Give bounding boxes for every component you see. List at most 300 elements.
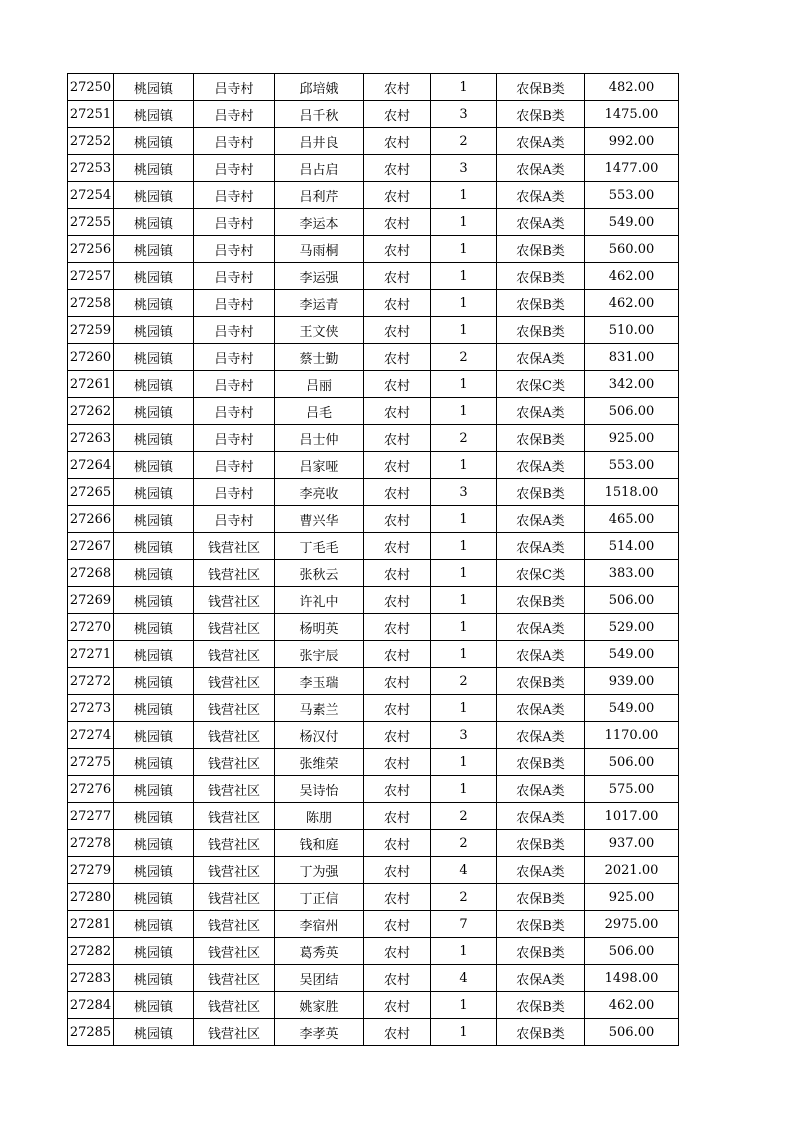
household-type-cell: 农村 <box>364 155 431 182</box>
table-row <box>68 398 679 425</box>
amount-cell: 342.00 <box>585 371 679 398</box>
record-id-cell: 27271 <box>68 641 114 668</box>
person-name-cell: 吴团结 <box>275 965 364 992</box>
record-id-cell: 27270 <box>68 614 114 641</box>
insurance-category-cell: 农保A类 <box>497 398 585 425</box>
town-cell: 桃园镇 <box>114 74 194 101</box>
person-name-cell: 杨明英 <box>275 614 364 641</box>
town-cell: 桃园镇 <box>114 209 194 236</box>
town-cell: 桃园镇 <box>114 776 194 803</box>
village-cell: 吕寺村 <box>194 317 275 344</box>
household-type-cell: 农村 <box>364 101 431 128</box>
amount-cell: 925.00 <box>585 425 679 452</box>
insurance-category-cell: 农保A类 <box>497 452 585 479</box>
household-type-cell: 农村 <box>364 209 431 236</box>
table-row <box>68 830 679 857</box>
insurance-category-cell: 农保B类 <box>497 317 585 344</box>
amount-cell: 529.00 <box>585 614 679 641</box>
village-cell: 钱营社区 <box>194 533 275 560</box>
person-name-cell: 杨汉付 <box>275 722 364 749</box>
village-cell: 吕寺村 <box>194 479 275 506</box>
insurance-category-cell: 农保A类 <box>497 533 585 560</box>
amount-cell: 2021.00 <box>585 857 679 884</box>
person-name-cell: 张维荣 <box>275 749 364 776</box>
household-type-cell: 农村 <box>364 236 431 263</box>
table-body <box>68 74 679 1046</box>
village-cell: 吕寺村 <box>194 344 275 371</box>
record-id-cell: 27257 <box>68 263 114 290</box>
insurance-category-cell: 农保B类 <box>497 290 585 317</box>
insurance-category-cell: 农保A类 <box>497 344 585 371</box>
insurance-category-cell: 农保A类 <box>497 182 585 209</box>
household-type-cell: 农村 <box>364 425 431 452</box>
town-cell: 桃园镇 <box>114 560 194 587</box>
village-cell: 钱营社区 <box>194 830 275 857</box>
record-id-cell: 27265 <box>68 479 114 506</box>
amount-cell: 1498.00 <box>585 965 679 992</box>
insurance-category-cell: 农保C类 <box>497 560 585 587</box>
village-cell: 钱营社区 <box>194 560 275 587</box>
amount-cell: 831.00 <box>585 344 679 371</box>
member-count-cell: 1 <box>431 992 497 1019</box>
town-cell: 桃园镇 <box>114 182 194 209</box>
table-row <box>68 479 679 506</box>
household-type-cell: 农村 <box>364 803 431 830</box>
village-cell: 钱营社区 <box>194 776 275 803</box>
table-row <box>68 236 679 263</box>
record-id-cell: 27272 <box>68 668 114 695</box>
table-row <box>68 938 679 965</box>
insurance-category-cell: 农保B类 <box>497 668 585 695</box>
insurance-category-cell: 农保A类 <box>497 776 585 803</box>
town-cell: 桃园镇 <box>114 749 194 776</box>
table-row <box>68 776 679 803</box>
table-row <box>68 857 679 884</box>
record-id-cell: 27255 <box>68 209 114 236</box>
household-type-cell: 农村 <box>364 884 431 911</box>
town-cell: 桃园镇 <box>114 101 194 128</box>
town-cell: 桃园镇 <box>114 344 194 371</box>
record-id-cell: 27264 <box>68 452 114 479</box>
village-cell: 吕寺村 <box>194 398 275 425</box>
town-cell: 桃园镇 <box>114 533 194 560</box>
town-cell: 桃园镇 <box>114 614 194 641</box>
village-cell: 吕寺村 <box>194 290 275 317</box>
amount-cell: 506.00 <box>585 398 679 425</box>
record-id-cell: 27266 <box>68 506 114 533</box>
village-cell: 钱营社区 <box>194 857 275 884</box>
person-name-cell: 王文侠 <box>275 317 364 344</box>
town-cell: 桃园镇 <box>114 479 194 506</box>
town-cell: 桃园镇 <box>114 938 194 965</box>
insurance-category-cell: 农保B类 <box>497 74 585 101</box>
village-cell: 吕寺村 <box>194 155 275 182</box>
amount-cell: 1475.00 <box>585 101 679 128</box>
record-id-cell: 27267 <box>68 533 114 560</box>
household-type-cell: 农村 <box>364 1019 431 1046</box>
person-name-cell: 吕利芹 <box>275 182 364 209</box>
person-name-cell: 吕井良 <box>275 128 364 155</box>
insurance-category-cell: 农保B类 <box>497 263 585 290</box>
member-count-cell: 1 <box>431 236 497 263</box>
person-name-cell: 钱和庭 <box>275 830 364 857</box>
insurance-category-cell: 农保A类 <box>497 128 585 155</box>
person-name-cell: 丁正信 <box>275 884 364 911</box>
town-cell: 桃园镇 <box>114 236 194 263</box>
member-count-cell: 3 <box>431 101 497 128</box>
insurance-category-cell: 农保A类 <box>497 209 585 236</box>
amount-cell: 553.00 <box>585 452 679 479</box>
amount-cell: 560.00 <box>585 236 679 263</box>
table-row <box>68 425 679 452</box>
village-cell: 钱营社区 <box>194 722 275 749</box>
record-id-cell: 27250 <box>68 74 114 101</box>
insurance-category-cell: 农保B类 <box>497 938 585 965</box>
insurance-category-cell: 农保B类 <box>497 101 585 128</box>
amount-cell: 510.00 <box>585 317 679 344</box>
household-type-cell: 农村 <box>364 776 431 803</box>
member-count-cell: 4 <box>431 965 497 992</box>
household-type-cell: 农村 <box>364 857 431 884</box>
household-type-cell: 农村 <box>364 749 431 776</box>
record-id-cell: 27258 <box>68 290 114 317</box>
table-row <box>68 614 679 641</box>
amount-cell: 1477.00 <box>585 155 679 182</box>
table-row <box>68 884 679 911</box>
amount-cell: 549.00 <box>585 695 679 722</box>
town-cell: 桃园镇 <box>114 695 194 722</box>
member-count-cell: 2 <box>431 128 497 155</box>
table-row <box>68 722 679 749</box>
amount-cell: 465.00 <box>585 506 679 533</box>
town-cell: 桃园镇 <box>114 965 194 992</box>
record-id-cell: 27273 <box>68 695 114 722</box>
town-cell: 桃园镇 <box>114 722 194 749</box>
record-id-cell: 27281 <box>68 911 114 938</box>
person-name-cell: 吴诗怡 <box>275 776 364 803</box>
amount-cell: 1017.00 <box>585 803 679 830</box>
table-row <box>68 965 679 992</box>
household-type-cell: 农村 <box>364 452 431 479</box>
amount-cell: 462.00 <box>585 290 679 317</box>
member-count-cell: 2 <box>431 425 497 452</box>
member-count-cell: 1 <box>431 695 497 722</box>
record-id-cell: 27261 <box>68 371 114 398</box>
insurance-category-cell: 农保B类 <box>497 236 585 263</box>
member-count-cell: 3 <box>431 155 497 182</box>
household-type-cell: 农村 <box>364 182 431 209</box>
table-row <box>68 803 679 830</box>
town-cell: 桃园镇 <box>114 992 194 1019</box>
amount-cell: 549.00 <box>585 641 679 668</box>
town-cell: 桃园镇 <box>114 263 194 290</box>
town-cell: 桃园镇 <box>114 371 194 398</box>
village-cell: 钱营社区 <box>194 668 275 695</box>
person-name-cell: 姚家胜 <box>275 992 364 1019</box>
village-cell: 钱营社区 <box>194 965 275 992</box>
table-row <box>68 668 679 695</box>
village-cell: 钱营社区 <box>194 803 275 830</box>
member-count-cell: 1 <box>431 398 497 425</box>
village-cell: 钱营社区 <box>194 587 275 614</box>
record-id-cell: 27256 <box>68 236 114 263</box>
record-id-cell: 27284 <box>68 992 114 1019</box>
member-count-cell: 1 <box>431 506 497 533</box>
member-count-cell: 1 <box>431 209 497 236</box>
member-count-cell: 1 <box>431 290 497 317</box>
person-name-cell: 许礼中 <box>275 587 364 614</box>
amount-cell: 506.00 <box>585 749 679 776</box>
insurance-category-cell: 农保B类 <box>497 911 585 938</box>
household-type-cell: 农村 <box>364 533 431 560</box>
person-name-cell: 丁为强 <box>275 857 364 884</box>
table-row <box>68 101 679 128</box>
member-count-cell: 4 <box>431 857 497 884</box>
table-row <box>68 641 679 668</box>
record-id-cell: 27280 <box>68 884 114 911</box>
amount-cell: 506.00 <box>585 938 679 965</box>
household-type-cell: 农村 <box>364 317 431 344</box>
record-id-cell: 27253 <box>68 155 114 182</box>
town-cell: 桃园镇 <box>114 452 194 479</box>
table-row <box>68 317 679 344</box>
member-count-cell: 3 <box>431 722 497 749</box>
town-cell: 桃园镇 <box>114 425 194 452</box>
insurance-category-cell: 农保A类 <box>497 614 585 641</box>
member-count-cell: 1 <box>431 614 497 641</box>
member-count-cell: 1 <box>431 560 497 587</box>
household-type-cell: 农村 <box>364 398 431 425</box>
table-row <box>68 1019 679 1046</box>
person-name-cell: 邱培娥 <box>275 74 364 101</box>
amount-cell: 1518.00 <box>585 479 679 506</box>
village-cell: 吕寺村 <box>194 506 275 533</box>
insurance-category-cell: 农保A类 <box>497 722 585 749</box>
amount-cell: 939.00 <box>585 668 679 695</box>
member-count-cell: 1 <box>431 182 497 209</box>
record-id-cell: 27277 <box>68 803 114 830</box>
household-type-cell: 农村 <box>364 830 431 857</box>
insurance-category-cell: 农保A类 <box>497 803 585 830</box>
table-row <box>68 74 679 101</box>
village-cell: 吕寺村 <box>194 182 275 209</box>
household-type-cell: 农村 <box>364 938 431 965</box>
amount-cell: 506.00 <box>585 1019 679 1046</box>
insurance-category-cell: 农保B类 <box>497 479 585 506</box>
person-name-cell: 吕千秋 <box>275 101 364 128</box>
town-cell: 桃园镇 <box>114 857 194 884</box>
household-type-cell: 农村 <box>364 641 431 668</box>
table-row <box>68 263 679 290</box>
table-row <box>68 911 679 938</box>
amount-cell: 992.00 <box>585 128 679 155</box>
record-id-cell: 27282 <box>68 938 114 965</box>
table-row <box>68 344 679 371</box>
insurance-category-cell: 农保B类 <box>497 587 585 614</box>
member-count-cell: 2 <box>431 668 497 695</box>
table-row <box>68 182 679 209</box>
town-cell: 桃园镇 <box>114 803 194 830</box>
table-row <box>68 155 679 182</box>
village-cell: 钱营社区 <box>194 992 275 1019</box>
member-count-cell: 1 <box>431 749 497 776</box>
insurance-category-cell: 农保B类 <box>497 884 585 911</box>
town-cell: 桃园镇 <box>114 1019 194 1046</box>
person-name-cell: 李玉瑞 <box>275 668 364 695</box>
insurance-category-cell: 农保A类 <box>497 965 585 992</box>
amount-cell: 506.00 <box>585 587 679 614</box>
person-name-cell: 李亮收 <box>275 479 364 506</box>
village-cell: 吕寺村 <box>194 263 275 290</box>
town-cell: 桃园镇 <box>114 398 194 425</box>
insurance-category-cell: 农保B类 <box>497 425 585 452</box>
household-type-cell: 农村 <box>364 668 431 695</box>
amount-cell: 553.00 <box>585 182 679 209</box>
village-cell: 钱营社区 <box>194 938 275 965</box>
record-id-cell: 27262 <box>68 398 114 425</box>
member-count-cell: 1 <box>431 371 497 398</box>
household-type-cell: 农村 <box>364 371 431 398</box>
table-row <box>68 533 679 560</box>
person-name-cell: 曹兴华 <box>275 506 364 533</box>
person-name-cell: 吕占启 <box>275 155 364 182</box>
member-count-cell: 1 <box>431 587 497 614</box>
person-name-cell: 李运本 <box>275 209 364 236</box>
person-name-cell: 吕毛 <box>275 398 364 425</box>
amount-cell: 2975.00 <box>585 911 679 938</box>
insurance-category-cell: 农保A类 <box>497 506 585 533</box>
record-id-cell: 27285 <box>68 1019 114 1046</box>
amount-cell: 1170.00 <box>585 722 679 749</box>
household-type-cell: 农村 <box>364 587 431 614</box>
record-id-cell: 27269 <box>68 587 114 614</box>
member-count-cell: 1 <box>431 938 497 965</box>
record-id-cell: 27251 <box>68 101 114 128</box>
insurance-category-cell: 农保B类 <box>497 830 585 857</box>
person-name-cell: 马素兰 <box>275 695 364 722</box>
record-id-cell: 27278 <box>68 830 114 857</box>
amount-cell: 482.00 <box>585 74 679 101</box>
member-count-cell: 3 <box>431 479 497 506</box>
village-cell: 吕寺村 <box>194 209 275 236</box>
person-name-cell: 马雨桐 <box>275 236 364 263</box>
member-count-cell: 2 <box>431 344 497 371</box>
member-count-cell: 2 <box>431 884 497 911</box>
member-count-cell: 1 <box>431 452 497 479</box>
person-name-cell: 吕家哑 <box>275 452 364 479</box>
village-cell: 钱营社区 <box>194 695 275 722</box>
member-count-cell: 7 <box>431 911 497 938</box>
amount-cell: 383.00 <box>585 560 679 587</box>
insurance-category-cell: 农保B类 <box>497 1019 585 1046</box>
record-id-cell: 27259 <box>68 317 114 344</box>
village-cell: 吕寺村 <box>194 425 275 452</box>
insurance-category-cell: 农保A类 <box>497 641 585 668</box>
table-row <box>68 992 679 1019</box>
town-cell: 桃园镇 <box>114 830 194 857</box>
person-name-cell: 陈朋 <box>275 803 364 830</box>
record-id-cell: 27274 <box>68 722 114 749</box>
table-row <box>68 209 679 236</box>
household-type-cell: 农村 <box>364 74 431 101</box>
village-cell: 吕寺村 <box>194 128 275 155</box>
record-id-cell: 27279 <box>68 857 114 884</box>
person-name-cell: 李运强 <box>275 263 364 290</box>
town-cell: 桃园镇 <box>114 587 194 614</box>
person-name-cell: 丁毛毛 <box>275 533 364 560</box>
household-type-cell: 农村 <box>364 479 431 506</box>
household-type-cell: 农村 <box>364 560 431 587</box>
person-name-cell: 李宿州 <box>275 911 364 938</box>
household-type-cell: 农村 <box>364 290 431 317</box>
table-row <box>68 695 679 722</box>
member-count-cell: 2 <box>431 830 497 857</box>
table-row <box>68 452 679 479</box>
member-count-cell: 1 <box>431 533 497 560</box>
town-cell: 桃园镇 <box>114 668 194 695</box>
village-cell: 吕寺村 <box>194 74 275 101</box>
village-cell: 吕寺村 <box>194 371 275 398</box>
table-row <box>68 128 679 155</box>
amount-cell: 514.00 <box>585 533 679 560</box>
record-id-cell: 27268 <box>68 560 114 587</box>
table-row <box>68 560 679 587</box>
household-type-cell: 农村 <box>364 614 431 641</box>
household-type-cell: 农村 <box>364 911 431 938</box>
record-id-cell: 27276 <box>68 776 114 803</box>
member-count-cell: 1 <box>431 74 497 101</box>
insurance-category-cell: 农保A类 <box>497 155 585 182</box>
insurance-category-cell: 农保C类 <box>497 371 585 398</box>
household-type-cell: 农村 <box>364 344 431 371</box>
town-cell: 桃园镇 <box>114 506 194 533</box>
village-cell: 钱营社区 <box>194 911 275 938</box>
insurance-category-cell: 农保B类 <box>497 749 585 776</box>
insurance-category-cell: 农保A类 <box>497 857 585 884</box>
person-name-cell: 李运青 <box>275 290 364 317</box>
person-name-cell: 蔡士勤 <box>275 344 364 371</box>
person-name-cell: 张秋云 <box>275 560 364 587</box>
table-row <box>68 506 679 533</box>
amount-cell: 937.00 <box>585 830 679 857</box>
amount-cell: 462.00 <box>585 263 679 290</box>
member-count-cell: 2 <box>431 803 497 830</box>
record-id-cell: 27275 <box>68 749 114 776</box>
table-row <box>68 371 679 398</box>
town-cell: 桃园镇 <box>114 317 194 344</box>
record-id-cell: 27252 <box>68 128 114 155</box>
household-type-cell: 农村 <box>364 128 431 155</box>
town-cell: 桃园镇 <box>114 884 194 911</box>
town-cell: 桃园镇 <box>114 911 194 938</box>
person-name-cell: 李孝英 <box>275 1019 364 1046</box>
table-row <box>68 290 679 317</box>
village-cell: 吕寺村 <box>194 452 275 479</box>
record-id-cell: 27260 <box>68 344 114 371</box>
insurance-category-cell: 农保A类 <box>497 695 585 722</box>
town-cell: 桃园镇 <box>114 641 194 668</box>
amount-cell: 549.00 <box>585 209 679 236</box>
village-cell: 吕寺村 <box>194 101 275 128</box>
village-cell: 钱营社区 <box>194 614 275 641</box>
relief-roster-table <box>67 73 679 1046</box>
person-name-cell: 吕丽 <box>275 371 364 398</box>
household-type-cell: 农村 <box>364 992 431 1019</box>
village-cell: 钱营社区 <box>194 1019 275 1046</box>
household-type-cell: 农村 <box>364 695 431 722</box>
town-cell: 桃园镇 <box>114 128 194 155</box>
household-type-cell: 农村 <box>364 506 431 533</box>
